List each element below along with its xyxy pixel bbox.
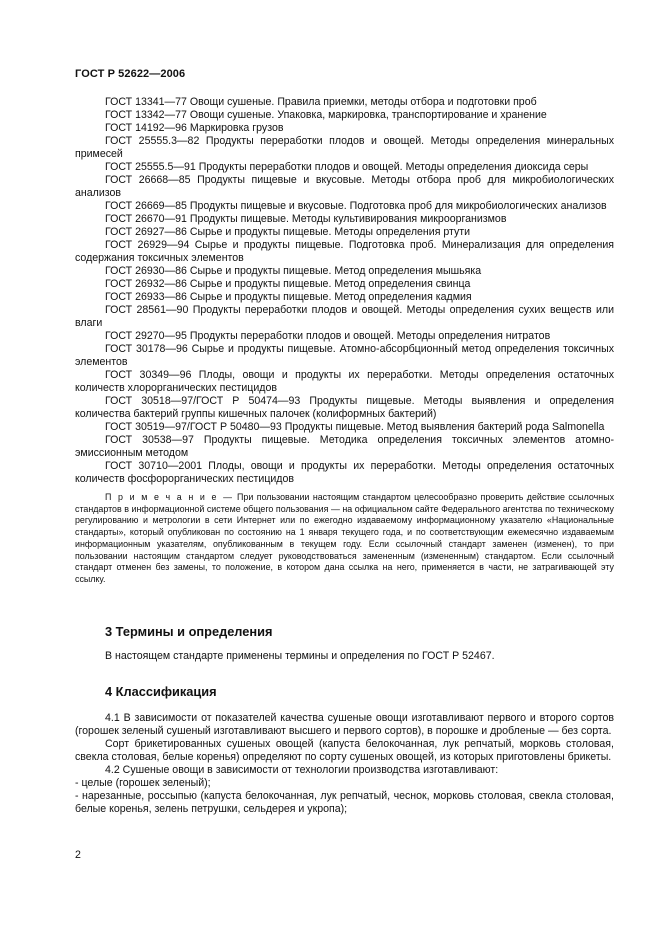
reference-item: ГОСТ 30178—96 Сырье и продукты пищевые. Атомно-абсорбционный метод определения токсичных элементов: [75, 343, 614, 368]
reference-item: ГОСТ 26668—85 Продукты пищевые и вкусовые. Методы отбора проб для микробиологических анализов: [75, 174, 614, 199]
reference-item: ГОСТ 26930—86 Сырье и продукты пищевые. Метод определения мышьяка: [105, 265, 482, 277]
note-block: [75, 492, 614, 586]
section-4-body: [75, 712, 614, 816]
section-4-paragraph: 4.2 Сушеные овощи в зависимости от технологии производства изготавливают:: [105, 764, 499, 776]
reference-item: ГОСТ 26670—91 Продукты пищевые. Методы культивирования микроорганизмов: [105, 213, 507, 225]
section-3-body: [75, 650, 614, 663]
note-label: П р и м е ч а н и е —: [105, 492, 234, 502]
note-text: При пользовании настоящим стандартом целесообразно проверить действие ссылочных стандартов в информационной системе общего пользования — на официальном сайте Федерального агентства по техническому регулированию и метрологии в сети Интернет или по ежегодно издаваемому информационному указателю «Национальные стандарты», который опубликован по состоянию на 1 января текущего года, и по соответствующим ежемесячно издаваемым информационным указателям, опубликованным в текущем году. Если ссылочный стандарт заменен (изменен), то при пользовании настоящим стандартом следует руководствоваться замененным (измененным) стандартом. Если ссылочный стандарт отменен без замены, то положение, в котором дана ссылка на него, применяется в части, не затрагивающей эту ссылку.: [75, 492, 615, 584]
section-3-title: 3 Термины и определения: [105, 624, 273, 639]
reference-item: ГОСТ 30710—2001 Плоды, овощи и продукты их переработки. Методы определения остаточных количеств фосфорорганических пестицидов: [75, 460, 614, 485]
reference-item: ГОСТ 25555.3—82 Продукты переработки плодов и овощей. Методы определения минеральных примесей: [75, 135, 614, 160]
reference-item: ГОСТ 26932—86 Сырье и продукты пищевые. Метод определения свинца: [105, 278, 471, 290]
section-4-title: 4 Классификация: [105, 684, 217, 699]
reference-item: ГОСТ 28561—90 Продукты переработки плодов и овощей. Методы определения сухих веществ или влаги: [75, 304, 614, 329]
reference-item: ГОСТ 30518—97/ГОСТ Р 50474—93 Продукты пищевые. Методы выявления и определения количества бактерий группы кишечных палочек (колиформных бактерий): [75, 395, 614, 420]
document-header: ГОСТ Р 52622—2006: [75, 68, 186, 80]
reference-item: ГОСТ 30519—97/ГОСТ Р 50480—93 Продукты пищевые. Метод выявления бактерий рода Salmonella: [105, 421, 605, 433]
normative-references: [75, 96, 614, 586]
section-4-paragraph: 4.1 В зависимости от показателей качества сушеные овощи изготавливают первого и второго сортов (горошек зеленый сушеный изготавливают высшего и первого сортов), в порошке и дробленые — без сорта.: [75, 712, 614, 737]
list-item: - целые (горошек зеленый);: [75, 777, 211, 789]
page-number: 2: [75, 849, 81, 861]
section-3-text: В настоящем стандарте применены термины и определения по ГОСТ Р 52467.: [105, 650, 495, 662]
reference-item: ГОСТ 26929—94 Сырье и продукты пищевые. Подготовка проб. Минерализация для определения содержания токсичных элементов: [75, 239, 614, 264]
list-item: - нарезанные, россыпью (капуста белокочанная, лук репчатый, чеснок, морковь столовая, свекла столовая, белые коренья, зелень петрушки, сельдерея и укропа);: [75, 790, 614, 815]
reference-item: ГОСТ 30538—97 Продукты пищевые. Методика определения токсичных элементов атомно-эмиссионным методом: [75, 434, 614, 459]
reference-item: ГОСТ 26927—86 Сырье и продукты пищевые. Методы определения ртути: [105, 226, 471, 238]
reference-item: ГОСТ 29270—95 Продукты переработки плодов и овощей. Методы определения нитратов: [105, 330, 551, 342]
reference-item: ГОСТ 13342—77 Овощи сушеные. Упаковка, маркировка, транспортирование и хранение: [105, 109, 547, 121]
reference-item: ГОСТ 30349—96 Плоды, овощи и продукты их переработки. Методы определения остаточных количеств хлорорганических пестицидов: [75, 369, 614, 394]
reference-item: ГОСТ 13341—77 Овощи сушеные. Правила приемки, методы отбора и подготовки проб: [105, 96, 537, 108]
reference-item: ГОСТ 26669—85 Продукты пищевые и вкусовые. Подготовка проб для микробиологических анализов: [105, 200, 607, 212]
reference-item: ГОСТ 26933—86 Сырье и продукты пищевые. Метод определения кадмия: [105, 291, 472, 303]
reference-item: ГОСТ 14192—96 Маркировка грузов: [105, 122, 284, 134]
section-4-paragraph: Сорт брикетированных сушеных овощей (капуста белокочанная, лук репчатый, морковь столовая, свекла столовая, белые коренья) определяют по сорту сушеных овощей, из которых приготовлены брикеты.: [75, 738, 614, 763]
reference-item: ГОСТ 25555.5—91 Продукты переработки плодов и овощей. Методы определения диоксида серы: [105, 161, 589, 173]
